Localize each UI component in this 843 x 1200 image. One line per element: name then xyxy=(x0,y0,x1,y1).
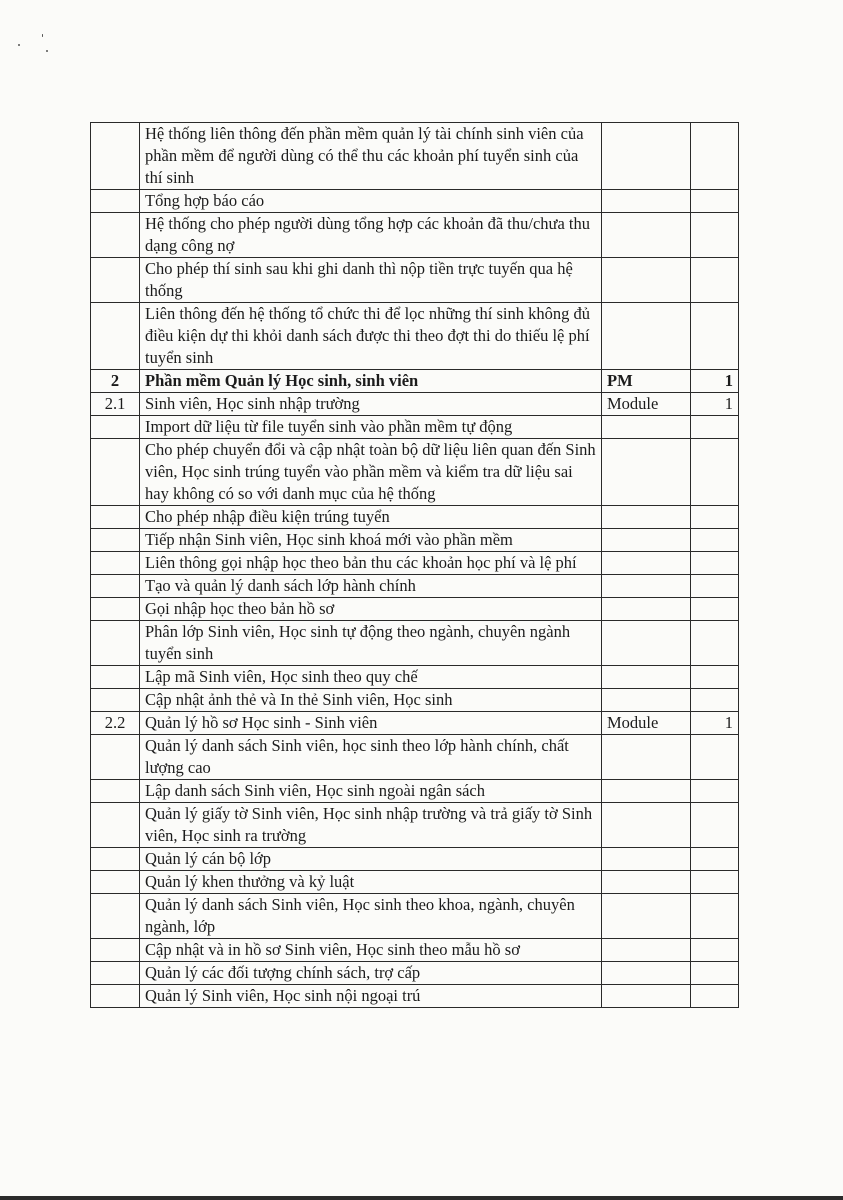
row-description-cell: Cập nhật ảnh thẻ và In thẻ Sinh viên, Học sinh xyxy=(140,689,602,712)
row-description-cell: Lập danh sách Sinh viên, Học sinh ngoài ngân sách xyxy=(140,780,602,803)
row-unit-cell xyxy=(602,190,691,213)
scan-speck xyxy=(46,50,48,52)
row-number-cell xyxy=(91,190,140,213)
table-row xyxy=(91,666,739,689)
row-number-cell xyxy=(91,894,140,939)
row-description-cell: Quản lý cán bộ lớp xyxy=(140,848,602,871)
row-number-cell xyxy=(91,871,140,894)
row-quantity-cell xyxy=(691,735,739,780)
table-row xyxy=(91,939,739,962)
row-description-cell: Gọi nhập học theo bản hồ sơ xyxy=(140,598,602,621)
row-quantity-cell xyxy=(691,529,739,552)
row-quantity-cell xyxy=(691,258,739,303)
row-unit-cell xyxy=(602,689,691,712)
row-quantity-cell xyxy=(691,848,739,871)
row-number-cell xyxy=(91,621,140,666)
row-unit-cell xyxy=(602,780,691,803)
row-unit-cell xyxy=(602,621,691,666)
row-number-cell xyxy=(91,123,140,190)
row-description-cell: Tiếp nhận Sinh viên, Học sinh khoá mới vào phần mềm xyxy=(140,529,602,552)
row-quantity-cell xyxy=(691,666,739,689)
table-row xyxy=(91,416,739,439)
row-quantity-cell: 1 xyxy=(691,712,739,735)
row-quantity-cell xyxy=(691,985,739,1008)
row-unit-cell xyxy=(602,416,691,439)
scan-speck xyxy=(42,34,43,37)
row-number-cell: 2.2 xyxy=(91,712,140,735)
row-quantity-cell: 1 xyxy=(691,370,739,393)
row-description-cell: Cho phép thí sinh sau khi ghi danh thì nộp tiền trực tuyến qua hệ thống xyxy=(140,258,602,303)
row-unit-cell xyxy=(602,439,691,506)
row-quantity-cell xyxy=(691,575,739,598)
row-quantity-cell xyxy=(691,416,739,439)
row-unit-cell: Module xyxy=(602,712,691,735)
table-row xyxy=(91,803,739,848)
row-quantity-cell xyxy=(691,939,739,962)
table-row xyxy=(91,303,739,370)
row-number-cell xyxy=(91,213,140,258)
table-row xyxy=(91,552,739,575)
row-quantity-cell xyxy=(691,552,739,575)
row-description-cell: Quản lý hồ sơ Học sinh - Sinh viên xyxy=(140,712,602,735)
row-quantity-cell xyxy=(691,689,739,712)
row-unit-cell xyxy=(602,985,691,1008)
row-unit-cell xyxy=(602,213,691,258)
row-description-cell: Hệ thống liên thông đến phần mềm quản lý tài chính sinh viên của phần mềm để người dùng có thể thu các khoản phí tuyển sinh của thí sinh xyxy=(140,123,602,190)
row-number-cell xyxy=(91,439,140,506)
row-unit-cell xyxy=(602,552,691,575)
table-row xyxy=(91,190,739,213)
row-description-cell: Cho phép chuyển đổi và cập nhật toàn bộ dữ liệu liên quan đến Sinh viên, Học sinh trúng tuyển vào phần mềm và kiểm tra dữ liệu sai hay không có so với danh mục của hệ thống xyxy=(140,439,602,506)
row-number-cell xyxy=(91,529,140,552)
table-row xyxy=(91,213,739,258)
row-unit-cell: Module xyxy=(602,393,691,416)
scan-edge xyxy=(0,1196,843,1200)
row-unit-cell xyxy=(602,666,691,689)
row-number-cell xyxy=(91,552,140,575)
row-quantity-cell xyxy=(691,303,739,370)
row-description-cell: Quản lý các đối tượng chính sách, trợ cấp xyxy=(140,962,602,985)
scan-speck xyxy=(18,44,20,46)
row-unit-cell xyxy=(602,803,691,848)
table-row xyxy=(91,258,739,303)
requirements-table-body xyxy=(91,123,739,1008)
row-unit-cell xyxy=(602,575,691,598)
table-row xyxy=(91,370,739,393)
row-description-cell: Quản lý khen thưởng và kỷ luật xyxy=(140,871,602,894)
row-description-cell: Phần mềm Quản lý Học sinh, sinh viên xyxy=(140,370,602,393)
row-number-cell xyxy=(91,303,140,370)
row-quantity-cell xyxy=(691,598,739,621)
row-quantity-cell xyxy=(691,894,739,939)
row-description-cell: Lập mã Sinh viên, Học sinh theo quy chế xyxy=(140,666,602,689)
row-quantity-cell xyxy=(691,190,739,213)
row-number-cell: 2.1 xyxy=(91,393,140,416)
row-number-cell xyxy=(91,985,140,1008)
row-description-cell: Sinh viên, Học sinh nhập trường xyxy=(140,393,602,416)
row-unit-cell xyxy=(602,598,691,621)
row-number-cell xyxy=(91,258,140,303)
table-row xyxy=(91,871,739,894)
row-description-cell: Import dữ liệu từ file tuyển sinh vào phần mềm tự động xyxy=(140,416,602,439)
row-unit-cell xyxy=(602,894,691,939)
table-row xyxy=(91,780,739,803)
table-row xyxy=(91,439,739,506)
row-description-cell: Cập nhật và in hồ sơ Sinh viên, Học sinh theo mẫu hồ sơ xyxy=(140,939,602,962)
row-description-cell: Cho phép nhập điều kiện trúng tuyển xyxy=(140,506,602,529)
row-number-cell: 2 xyxy=(91,370,140,393)
row-number-cell xyxy=(91,803,140,848)
table-row xyxy=(91,712,739,735)
row-unit-cell xyxy=(602,735,691,780)
row-number-cell xyxy=(91,780,140,803)
row-quantity-cell xyxy=(691,506,739,529)
row-description-cell: Hệ thống cho phép người dùng tổng hợp các khoản đã thu/chưa thu dạng công nợ xyxy=(140,213,602,258)
row-quantity-cell: 1 xyxy=(691,393,739,416)
table-row xyxy=(91,689,739,712)
row-quantity-cell xyxy=(691,780,739,803)
row-description-cell: Phân lớp Sinh viên, Học sinh tự động theo ngành, chuyên ngành tuyển sinh xyxy=(140,621,602,666)
row-unit-cell xyxy=(602,529,691,552)
row-description-cell: Quản lý Sinh viên, Học sinh nội ngoại trú xyxy=(140,985,602,1008)
row-number-cell xyxy=(91,962,140,985)
table-row xyxy=(91,621,739,666)
row-unit-cell xyxy=(602,848,691,871)
table-row xyxy=(91,506,739,529)
table-row xyxy=(91,598,739,621)
row-number-cell xyxy=(91,735,140,780)
row-quantity-cell xyxy=(691,803,739,848)
table-row xyxy=(91,529,739,552)
row-description-cell: Tạo và quản lý danh sách lớp hành chính xyxy=(140,575,602,598)
table-row xyxy=(91,735,739,780)
row-quantity-cell xyxy=(691,123,739,190)
row-quantity-cell xyxy=(691,962,739,985)
row-quantity-cell xyxy=(691,439,739,506)
row-unit-cell xyxy=(602,303,691,370)
row-description-cell: Quản lý danh sách Sinh viên, học sinh theo lớp hành chính, chất lượng cao xyxy=(140,735,602,780)
table-row xyxy=(91,894,739,939)
row-number-cell xyxy=(91,666,140,689)
row-description-cell: Quản lý danh sách Sinh viên, Học sinh theo khoa, ngành, chuyên ngành, lớp xyxy=(140,894,602,939)
table-row xyxy=(91,575,739,598)
row-number-cell xyxy=(91,689,140,712)
row-unit-cell xyxy=(602,123,691,190)
table-row xyxy=(91,123,739,190)
row-number-cell xyxy=(91,939,140,962)
table-row xyxy=(91,393,739,416)
row-unit-cell xyxy=(602,962,691,985)
row-unit-cell xyxy=(602,506,691,529)
row-description-cell: Liên thông gọi nhập học theo bản thu các khoản học phí và lệ phí xyxy=(140,552,602,575)
row-description-cell: Quản lý giấy tờ Sinh viên, Học sinh nhập trường và trả giấy tờ Sinh viên, Học sinh ra trường xyxy=(140,803,602,848)
row-number-cell xyxy=(91,598,140,621)
row-number-cell xyxy=(91,416,140,439)
row-quantity-cell xyxy=(691,213,739,258)
row-number-cell xyxy=(91,575,140,598)
row-unit-cell: PM xyxy=(602,370,691,393)
row-quantity-cell xyxy=(691,621,739,666)
row-number-cell xyxy=(91,506,140,529)
row-description-cell: Tổng hợp báo cáo xyxy=(140,190,602,213)
requirements-table xyxy=(90,122,739,1008)
row-description-cell: Liên thông đến hệ thống tổ chức thi để lọc những thí sinh không đủ điều kiện dự thi khỏi danh sách được thi theo đợt thi do thiếu lệ phí tuyển sinh xyxy=(140,303,602,370)
table-row xyxy=(91,848,739,871)
table-row xyxy=(91,962,739,985)
row-quantity-cell xyxy=(691,871,739,894)
table-row xyxy=(91,985,739,1008)
row-unit-cell xyxy=(602,871,691,894)
row-number-cell xyxy=(91,848,140,871)
row-unit-cell xyxy=(602,258,691,303)
row-unit-cell xyxy=(602,939,691,962)
